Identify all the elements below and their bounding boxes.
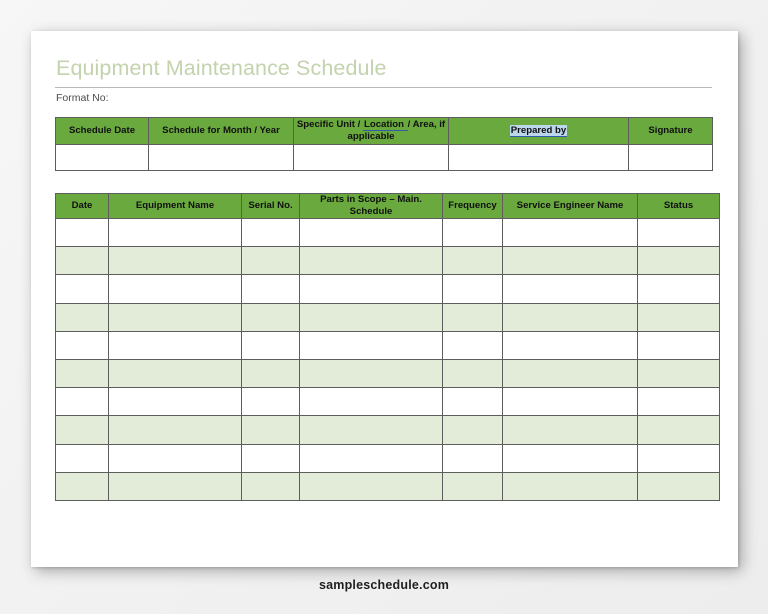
table-cell[interactable] [242,472,300,500]
table-row [56,275,720,303]
table-cell[interactable] [109,331,242,359]
table-cell[interactable] [503,247,638,275]
value-schedule-month-year[interactable] [149,145,294,171]
table-row [56,219,720,247]
table-cell[interactable] [300,416,443,444]
table-cell[interactable] [56,444,109,472]
table-cell[interactable] [638,359,720,387]
header-prepared-by-highlight: Prepared by [510,125,567,136]
table-cell[interactable] [503,388,638,416]
table-cell[interactable] [56,388,109,416]
title-divider [55,87,712,88]
header-prepared-by [449,118,629,145]
table-cell[interactable] [443,472,503,500]
value-specific-unit[interactable] [294,145,449,171]
table-cell[interactable] [638,444,720,472]
table-cell[interactable] [56,303,109,331]
table-cell[interactable] [242,331,300,359]
table-cell[interactable] [638,416,720,444]
schedule-info-value-row [56,145,713,171]
table-cell[interactable] [56,359,109,387]
table-cell[interactable] [503,303,638,331]
column-header-status: Status [638,194,720,219]
column-header-frequency: Frequency [443,194,503,219]
table-cell[interactable] [638,331,720,359]
maintenance-header-row [56,194,720,219]
table-cell[interactable] [443,359,503,387]
schedule-info-table [55,117,713,171]
table-cell[interactable] [503,359,638,387]
value-prepared-by[interactable] [449,145,629,171]
column-header-service-engineer-name: Service Engineer Name [503,194,638,219]
maintenance-schedule-table [55,193,720,501]
table-cell[interactable] [109,472,242,500]
table-row [56,359,720,387]
table-cell[interactable] [109,275,242,303]
table-cell[interactable] [242,219,300,247]
header-specific-unit-location-area [294,118,449,145]
header-specific-unit-suffix: / Area, if applicable [347,119,446,142]
table-cell[interactable] [56,219,109,247]
table-cell[interactable] [109,444,242,472]
table-cell[interactable] [109,359,242,387]
table-cell[interactable] [443,219,503,247]
table-cell[interactable] [242,359,300,387]
table-cell[interactable] [300,219,443,247]
table-cell[interactable] [109,247,242,275]
table-cell[interactable] [242,303,300,331]
table-cell[interactable] [503,416,638,444]
table-cell[interactable] [109,219,242,247]
table-cell[interactable] [242,388,300,416]
table-cell[interactable] [56,247,109,275]
table-cell[interactable] [443,416,503,444]
table-cell[interactable] [300,472,443,500]
table-cell[interactable] [109,303,242,331]
table-cell[interactable] [242,275,300,303]
table-cell[interactable] [638,247,720,275]
table-cell[interactable] [56,275,109,303]
value-schedule-date[interactable] [56,145,149,171]
table-cell[interactable] [503,331,638,359]
table-row [56,247,720,275]
header-specific-unit-prefix: Specific Unit / [296,119,363,130]
header-schedule-date: Schedule Date [56,118,149,145]
table-cell[interactable] [242,247,300,275]
table-row [56,416,720,444]
table-cell[interactable] [56,472,109,500]
column-header-date: Date [56,194,109,219]
table-cell[interactable] [300,444,443,472]
table-row [56,444,720,472]
maintenance-rows [56,219,720,501]
table-cell[interactable] [443,444,503,472]
table-cell[interactable] [443,247,503,275]
table-cell[interactable] [443,388,503,416]
column-header-parts-in-scope-main-schedule: Parts in Scope – Main. Schedule [300,194,443,219]
table-cell[interactable] [443,331,503,359]
table-cell[interactable] [503,275,638,303]
format-no-label [55,91,713,105]
table-cell[interactable] [638,388,720,416]
table-cell[interactable] [300,359,443,387]
format-no-text: Format No: [56,92,109,104]
table-cell[interactable] [443,275,503,303]
table-cell[interactable] [242,416,300,444]
table-cell[interactable] [300,303,443,331]
document-page [31,31,738,567]
table-cell[interactable] [56,416,109,444]
table-row [56,388,720,416]
table-cell[interactable] [242,444,300,472]
table-cell[interactable] [300,247,443,275]
table-cell[interactable] [109,416,242,444]
table-row [56,331,720,359]
value-signature[interactable] [629,145,713,171]
table-cell[interactable] [638,219,720,247]
footer-site-label: sampleschedule.com [318,578,450,592]
table-row [56,472,720,500]
header-location-highlight: Location [363,119,407,130]
table-cell[interactable] [300,275,443,303]
table-cell[interactable] [56,331,109,359]
column-header-serial-no: Serial No. [242,194,300,219]
table-cell[interactable] [638,303,720,331]
table-cell[interactable] [300,388,443,416]
table-cell[interactable] [443,303,503,331]
column-header-equipment-name: Equipment Name [109,194,242,219]
page-title: Equipment Maintenance Schedule [56,56,387,80]
table-row [56,303,720,331]
table-cell[interactable] [300,331,443,359]
document-content [55,55,713,501]
table-cell[interactable] [638,275,720,303]
table-cell[interactable] [638,472,720,500]
schedule-info-header-row [56,118,713,145]
header-schedule-month-year: Schedule for Month / Year [149,118,294,145]
table-cell[interactable] [109,388,242,416]
table-cell[interactable] [503,472,638,500]
table-cell[interactable] [503,219,638,247]
header-signature: Signature [629,118,713,145]
table-cell[interactable] [503,444,638,472]
